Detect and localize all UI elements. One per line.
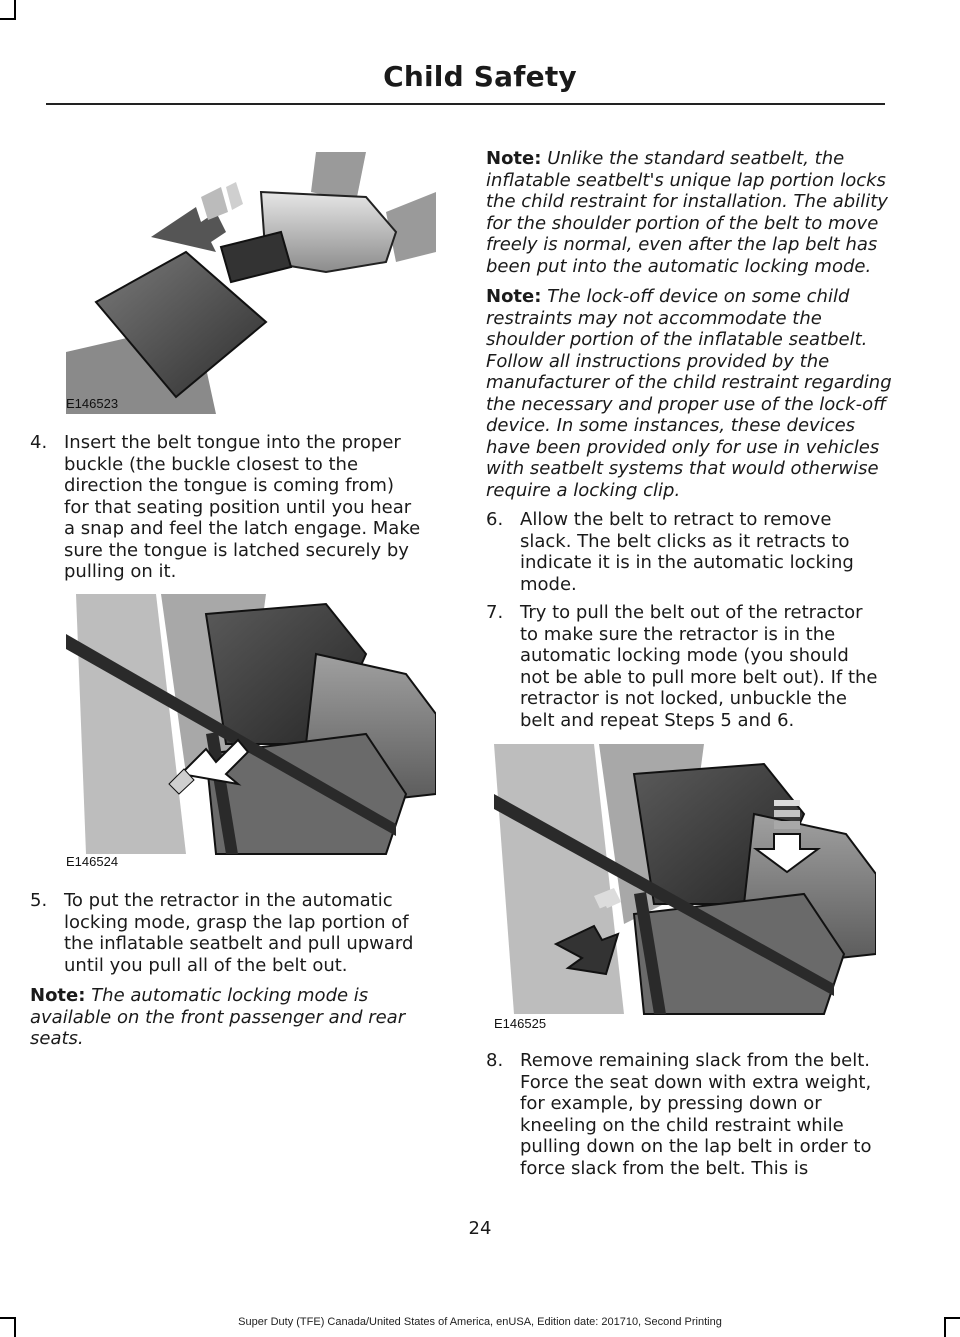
text-line: to make sure the retractor is in the [520,623,836,645]
text-line: Remove remaining slack from the belt. [520,1050,870,1071]
note-text: the child restraint for installation. The ability [486,191,888,212]
step-number: 8. [486,1050,504,1071]
note-text: Follow all instructions provided by the [486,350,830,372]
crop-mark [14,0,16,20]
note-text: manufacturer of the child restraint regarding [486,372,892,393]
text-line: indicate it is in the automatic locking [520,552,854,573]
figure-code: E146525 [494,1016,547,1031]
note-text: inflatable seatbelt's unique lap portion locks [486,169,886,191]
text-line: retractor is not locked, unbuckle the [520,688,847,709]
step-6 [486,509,906,599]
note-label: Note: [30,985,86,1006]
step-number: 6. [486,509,504,530]
text-line [486,329,906,351]
child-seat-buckle-illustration [66,594,436,872]
text-line: not be able to pull more belt out). If the [520,666,878,688]
text-line [30,985,450,1007]
text-line [486,480,906,502]
page-number: 24 [468,1218,492,1239]
note-text: have been provided only for use in vehicles [486,436,880,458]
note-text: for the shoulder portion of the belt to move [486,212,879,234]
text-line: Insert the belt tongue into the proper [64,432,401,453]
text-line [486,437,906,459]
text-line [486,372,906,394]
text-line: pulling down on the lap belt in order to [520,1136,872,1157]
text-line [486,415,906,437]
text-line: the inflatable seatbelt and pull upward [64,933,414,954]
text-line [30,1007,450,1029]
text-line: force slack from the belt. This is [520,1157,809,1179]
text-line: for example, by pressing down or [520,1093,822,1114]
text-line: a snap and feel the latch engage. Make [64,518,421,539]
page-title: Child Safety [383,60,577,93]
text-line: mode. [520,573,577,595]
text-line: slack. The belt clicks as it retracts to [520,530,850,552]
text-line [486,308,906,330]
text-line [486,256,906,278]
text-line: for that seating position until you hear [64,496,412,518]
text-line: To put the retractor in the automatic [64,890,393,911]
text-line: until you pull all of the belt out. [64,954,348,976]
note-text: the necessary and proper use of the lock-off [486,393,887,415]
text-line: kneeling on the child restraint while [520,1114,844,1136]
text-line: buckle (the buckle closest to the [64,453,359,475]
note-text: with seatbelt systems that would otherwise [486,458,879,479]
text-line: Try to pull the belt out of the retractor [520,602,863,623]
note [30,985,450,1050]
note-text: freely is normal, even after the lap belt has [486,234,878,255]
text-line: belt and repeat Steps 5 and 6. [520,709,795,731]
step-text [520,509,854,595]
text-line: pulling on it. [64,561,177,582]
step-number: 4. [30,432,48,453]
note-text: seats. [30,1028,84,1049]
note-text: require a locking clip. [486,479,681,501]
note-text: The lock-off device on some child [547,286,850,307]
step-5 [30,890,450,980]
note-text: The automatic locking mode is [91,985,369,1006]
text-line [486,394,906,416]
step-4 [30,432,450,592]
figure-code: E146524 [66,854,119,869]
step-number: 5. [30,890,48,911]
text-line [486,170,906,192]
step-7 [486,602,906,732]
text-line [486,148,906,170]
figure-code: E146523 [66,396,119,411]
note-text: shoulder portion of the inflatable seatbelt. [486,329,868,350]
step-text [64,890,413,976]
text-line [486,351,906,373]
note-text: available on the front passenger and rear [30,1006,406,1028]
text-line: Force the seat down with extra weight, [520,1071,872,1093]
step-text [64,432,420,583]
note-text: restraints may not accommodate the [486,307,822,329]
note-text: Unlike the standard seatbelt, the [547,148,845,169]
belt-tongue-insert-illustration [66,152,436,414]
note-label: Note: [486,148,542,169]
footer-edition: Super Duty (TFE) Canada/United States of America, enUSA, Edition date: 201710, Second Printing [238,1316,722,1328]
note-label: Note: [486,286,542,307]
note-text: device. In some instances, these devices [486,415,856,436]
text-line [486,213,906,235]
text-line [486,458,906,480]
step-number: 7. [486,602,504,623]
header-divider [46,103,885,105]
step-8 [486,1050,916,1190]
text-line: locking mode, grasp the lap portion of [64,911,409,933]
text-line: sure the tongue is latched securely by [64,539,409,561]
note [486,286,906,501]
step-text [520,1050,871,1179]
text-line: Allow the belt to retract to remove [520,509,832,530]
note-text: been put into the automatic locking mode. [486,255,872,277]
text-line: automatic locking mode (you should [520,645,849,666]
step-text [520,602,878,731]
text-line [486,191,906,213]
text-line [30,1028,450,1050]
text-line: direction the tongue is coming from) [64,475,394,496]
note [486,148,906,277]
text-line [486,234,906,256]
text-line [486,286,906,308]
crop-mark [0,18,16,20]
child-seat-press-down-illustration [494,744,876,1034]
